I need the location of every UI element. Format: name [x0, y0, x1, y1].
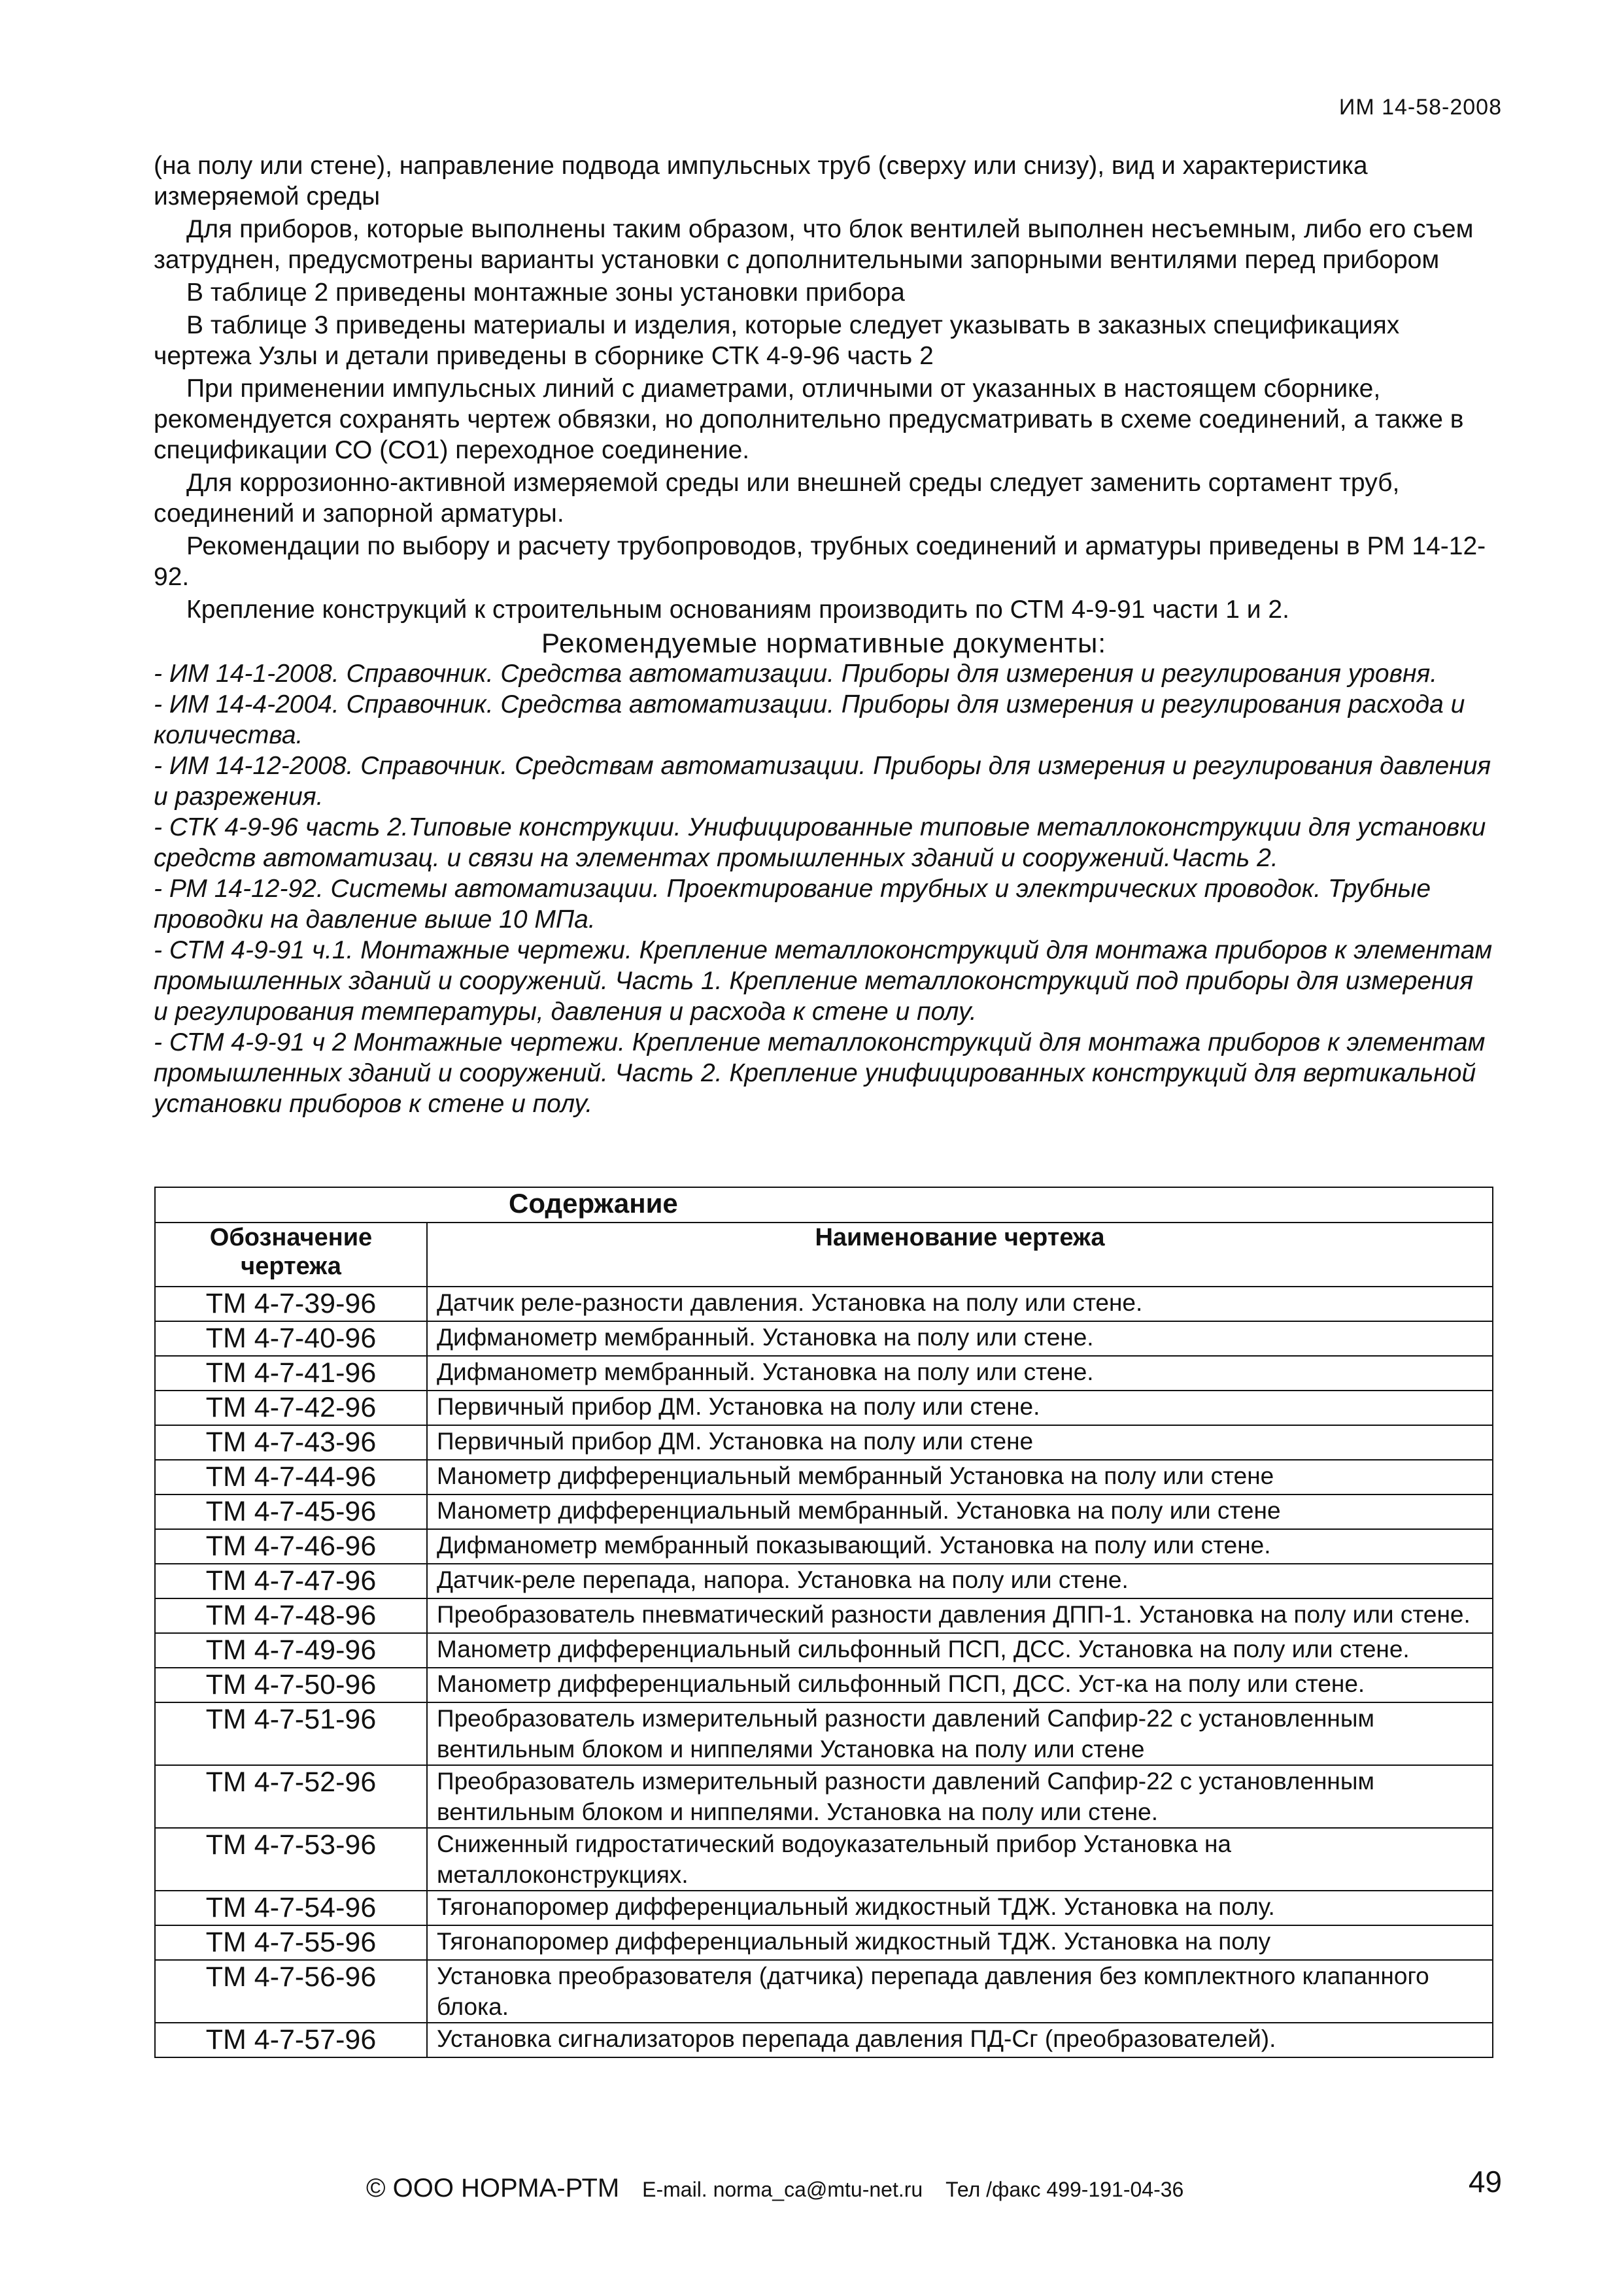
drawing-name: Дифманометр мембранный показывающий. Установка на полу или стене. [427, 1529, 1493, 1564]
table-row [155, 1891, 1493, 1925]
paragraph: Для коррозионно-активной измеряемой среды или внешней среды следует заменить сортамент труб, соединений и запорной арматуры. [154, 469, 1400, 528]
table-row [155, 1828, 1493, 1891]
drawing-name: Первичный прибор ДМ. Установка на полу или стене [427, 1425, 1493, 1460]
drawing-code: ТМ 4-7-40-96 [155, 1321, 427, 1356]
drawing-code: ТМ 4-7-53-96 [155, 1828, 427, 1891]
table-row [155, 1494, 1493, 1529]
drawing-code: ТМ 4-7-42-96 [155, 1391, 427, 1425]
drawing-code: ТМ 4-7-39-96 [155, 1287, 427, 1321]
table-row [155, 2023, 1493, 2057]
table-row [155, 1925, 1493, 1960]
recommended-docs-heading: Рекомендуемые нормативные документы: [541, 628, 1107, 658]
recommended-doc-item: - ИМ 14-1-2008. Справочник. Средства автоматизации. Приборы для измерения и регулирования уровня. [154, 660, 1438, 688]
column-header-code: Обозначение чертежа [155, 1223, 427, 1287]
recommended-doc-item: - ИМ 14-12-2008. Справочник. Средствам автоматизации. Приборы для измерения и регулирования давления и разрежения. [154, 752, 1491, 811]
paragraph: При применении импульсных линий с диаметрами, отличными от указанных в настоящем сборнике, рекомендуется сохранять чертеж обвязки, но дополнительно предусматривать в схеме соединений, а также в спецификации СО (СО1) переходное соединение. [154, 375, 1464, 464]
drawing-name: Манометр дифференциальный сильфонный ПСП, ДСС. Уст-ка на полу или стене. [427, 1668, 1493, 1702]
drawing-name: Первичный прибор ДМ. Установка на полу или стене. [427, 1391, 1493, 1425]
table-row [155, 1321, 1493, 1356]
paragraph: Для приборов, которые выполнены таким образом, что блок вентилей выполнен несъемным, либо его съем затруднен, предусмотрены варианты установки с дополнительными запорными вентилями перед прибором [154, 215, 1474, 274]
drawing-code: ТМ 4-7-49-96 [155, 1633, 427, 1668]
drawing-name: Дифманометр мембранный. Установка на полу или стене. [427, 1321, 1493, 1356]
table-row [155, 1960, 1493, 2023]
paragraph: В таблице 3 приведены материалы и изделия, которые следует указывать в заказных спецификациях чертежа Узлы и детали приведены в сборнике СТК 4-9-96 часть 2 [154, 311, 1400, 370]
drawing-name: Манометр дифференциальный сильфонный ПСП, ДСС. Установка на полу или стене. [427, 1633, 1493, 1668]
drawing-name: Дифманометр мембранный. Установка на полу или стене. [427, 1356, 1493, 1391]
table-row [155, 1425, 1493, 1460]
drawing-code: ТМ 4-7-57-96 [155, 2023, 427, 2057]
table-row [155, 1598, 1493, 1633]
recommended-docs-list [154, 658, 1494, 1119]
table-row [155, 1702, 1493, 1765]
drawing-code: ТМ 4-7-47-96 [155, 1564, 427, 1598]
drawing-name: Тягонапоромер дифференциальный жидкостный ТДЖ. Установка на полу [427, 1925, 1493, 1960]
drawing-code: ТМ 4-7-41-96 [155, 1356, 427, 1391]
contents-title: Содержание [155, 1187, 1493, 1223]
table-row [155, 1391, 1493, 1425]
recommended-doc-item: - СТК 4-9-96 часть 2.Типовые конструкции. Унифицированные типовые металлоконструкции для установки средств автоматизац. и связи на элементах промышленных зданий и сооружений.Часть 2. [154, 813, 1486, 872]
drawing-code: ТМ 4-7-55-96 [155, 1925, 427, 1960]
column-header-name: Наименование чертежа [427, 1223, 1493, 1287]
drawing-code: ТМ 4-7-43-96 [155, 1425, 427, 1460]
drawing-name: Датчик-реле перепада, напора. Установка на полу или стене. [427, 1564, 1493, 1598]
table-row [155, 1564, 1493, 1598]
drawing-code: ТМ 4-7-54-96 [155, 1891, 427, 1925]
drawing-name: Манометр дифференциальный мембранный. Установка на полу или стене [427, 1494, 1493, 1529]
paragraph: Крепление конструкций к строительным основаниям производить по СТМ 4-9-91 части 1 и 2. [186, 596, 1289, 624]
table-row [155, 1460, 1493, 1494]
table-row [155, 1287, 1493, 1321]
footer [366, 2174, 1200, 2203]
drawing-code: ТМ 4-7-44-96 [155, 1460, 427, 1494]
drawing-name: Установка сигнализаторов перепада давления ПД-Сг (преобразователей). [427, 2023, 1493, 2057]
page-number: 49 [1468, 2165, 1502, 2199]
table-row [155, 1668, 1493, 1702]
table-row [155, 1633, 1493, 1668]
recommended-doc-item: - РМ 14-12-92. Системы автоматизации. Проектирование трубных и электрических проводок. Трубные проводки на давление выше 10 МПа. [154, 875, 1431, 934]
contents-table [154, 1187, 1493, 2058]
paragraph: Рекомендации по выбору и расчету трубопроводов, трубных соединений и арматуры приведены в РМ 14-12-92. [154, 532, 1486, 591]
drawing-name: Сниженный гидростатический водоуказательный прибор Установка на металлоконструкциях. [427, 1828, 1493, 1891]
footer-copyright: © ООО НОРМА-РТМ [366, 2174, 620, 2203]
drawing-name: Манометр дифференциальный мембранный Установка на полу или стене [427, 1460, 1493, 1494]
paragraph: (на полу или стене), направление подвода импульсных труб (сверху или снизу), вид и характеристика измеряемой среды [154, 152, 1368, 211]
drawing-code: ТМ 4-7-45-96 [155, 1494, 427, 1529]
table-row [155, 1529, 1493, 1564]
table-row [155, 1765, 1493, 1828]
contents-rows [155, 1287, 1493, 2057]
drawing-name: Установка преобразователя (датчика) перепада давления без комплектного клапанного блока. [427, 1960, 1493, 2023]
drawing-name: Датчик реле-разности давления. Установка на полу или стене. [427, 1287, 1493, 1321]
drawing-name: Преобразователь измерительный разности давлений Сапфир-22 с установленным вентильным блоком и ниппелями. Установка на полу или стене. [427, 1765, 1493, 1828]
drawing-name: Тягонапоромер дифференциальный жидкостный ТДЖ. Установка на полу. [427, 1891, 1493, 1925]
drawing-name: Преобразователь измерительный разности давлений Сапфир-22 с установленным вентильным блоком и ниппелями Установка на полу или стене [427, 1702, 1493, 1765]
drawing-code: ТМ 4-7-52-96 [155, 1765, 427, 1828]
drawing-name: Преобразователь пневматический разности давления ДПП-1. Установка на полу или стене. [427, 1598, 1493, 1633]
drawing-code: ТМ 4-7-50-96 [155, 1668, 427, 1702]
document-id: ИМ 14-58-2008 [1338, 95, 1502, 120]
recommended-doc-item: - ИМ 14-4-2004. Справочник. Средства автоматизации. Приборы для измерения и регулирования расхода и количества. [154, 690, 1465, 749]
recommended-doc-item: - СТМ 4-9-91 ч.1. Монтажные чертежи. Крепление металлоконструкций для монтажа приборов к элементам промышленных зданий и сооружений. Часть 1. Крепление металлоконструкций под приборы для измерения и регулирования температуры, давления и расхода к стене и полу. [154, 936, 1493, 1026]
footer-email: E-mail. norma_ca@mtu-net.ru [642, 2178, 923, 2201]
footer-phone: Тел /факс 499-191-04-36 [945, 2178, 1184, 2201]
drawing-code: ТМ 4-7-51-96 [155, 1702, 427, 1765]
recommended-doc-item: - СТМ 4-9-91 ч 2 Монтажные чертежи. Крепление металлоконструкций для монтажа приборов к элементам промышленных зданий и сооружений. Часть 2. Крепление унифицированных конструкций для вертикальной установки приборов к стене и полу. [154, 1028, 1486, 1118]
body-text [154, 150, 1494, 1119]
drawing-code: ТМ 4-7-56-96 [155, 1960, 427, 2023]
drawing-code: ТМ 4-7-46-96 [155, 1529, 427, 1564]
paragraph: В таблице 2 приведены монтажные зоны установки прибора [186, 279, 905, 307]
table-row [155, 1356, 1493, 1391]
drawing-code: ТМ 4-7-48-96 [155, 1598, 427, 1633]
paragraphs [154, 150, 1494, 625]
